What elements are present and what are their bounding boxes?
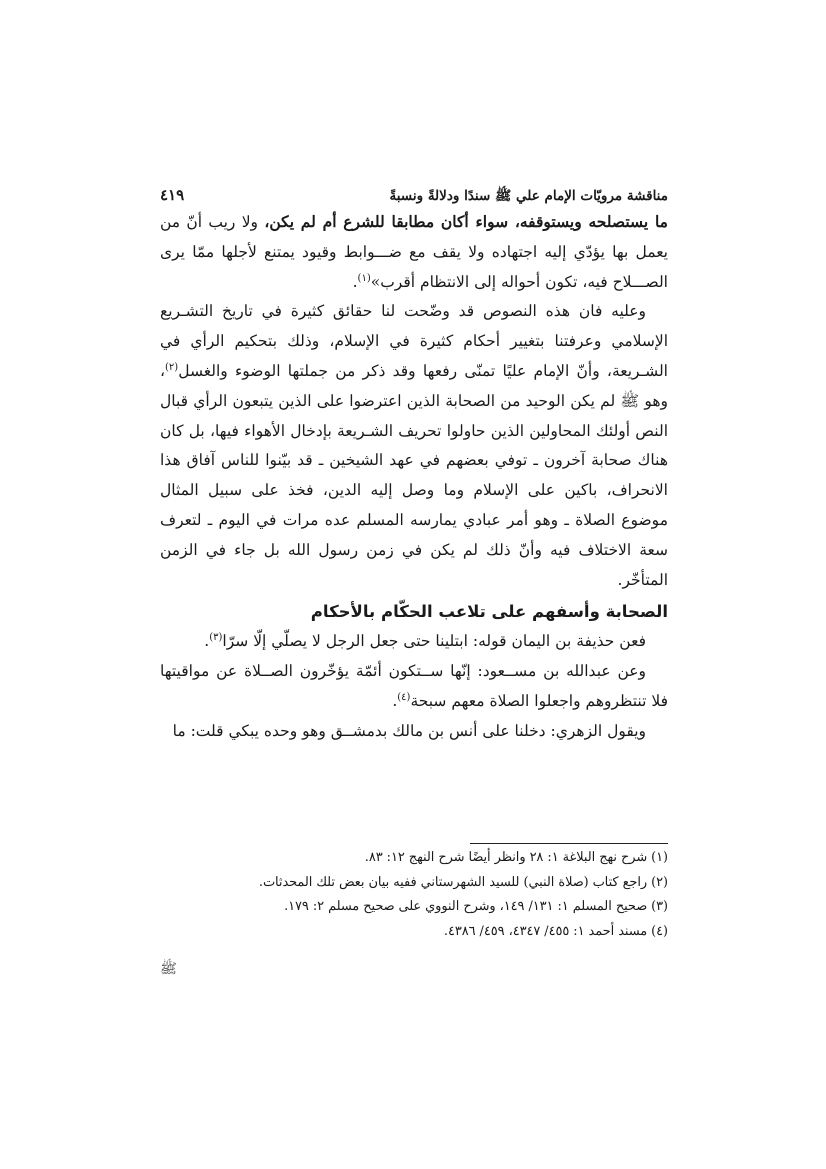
quote-ibn-masud-end: . xyxy=(392,691,398,710)
quote-zuhri-text: ويقول الزهري: دخلنا على أنس بن مالك بدمشــق وهو وحده يبكي قلت: ما xyxy=(172,721,646,740)
footnote-3: (٣) صحيح المسلم ١: ١٣١/ ١٤٩، وشرح النووي على صحيح مسلم ٢: ١٧٩. xyxy=(284,899,668,914)
section-heading: الصحابة وأسفهم على تلاعب الحكّام بالأحكام xyxy=(310,602,668,622)
corner-mark-icon: ﷺ xyxy=(160,961,177,977)
footnote-ref-3: (٣) xyxy=(209,632,223,644)
opening-paragraph xyxy=(160,207,668,297)
footnote-1: (١) شرح نهج البلاغة ١: ٢٨ وانظر أيضًا شرح النهج ١٢: ٨٣. xyxy=(364,850,668,865)
footnotes xyxy=(160,846,668,944)
quote-zuhri xyxy=(160,717,668,747)
paragraph-2-text-a: وعليه فان هذه النصوص قد وضّحت لنا حقائق كثيرة في تاريخ التشـريع الإسلامي وعرفتنا بتغيير أحكام كثيرة في الإسلام، وذلك بتحكيم الرأي في الشـريعة، وأنّ الإمام عليًا تمنّى رفعها وقد ذكر من جملتها الوضوء والغسل xyxy=(160,302,668,380)
quote-ibn-masud-text: وعن عبدالله بن مســعود: إنّها ســتكون أئمّة يؤخّرون الصــلاة عن مواقيتها فلا تنتظروهم واجعلوا الصلاة معهم سبحة xyxy=(160,662,668,710)
running-title: مناقشة مرويّات الإمام علي ﷺ سندًا ودلالةً ونسبةً xyxy=(389,188,668,204)
footnote-divider xyxy=(470,843,668,844)
page-header xyxy=(160,183,668,207)
footnote-4: (٤) مسند أحمد ١: ٤٥٥/ ٤٣٤٧، ٤٥٩/ ٤٣٨٦. xyxy=(443,923,668,939)
main-text xyxy=(160,207,668,747)
page-content xyxy=(160,183,668,747)
footnote-2: (٢) راجع كتاب (صلاة النبي) للسيد الشهرستاني ففيه بيان بعض تلك المحدثات. xyxy=(258,874,668,890)
opening-bold-text: ما يستصلحه ويستوقفه، سواء أكان مطابقا للشرع أم لم يكن، xyxy=(264,212,668,231)
quote-hudhayfa-end: . xyxy=(204,632,210,651)
page-number: ٤١٩ xyxy=(160,186,185,204)
paragraph-2-text-b: ، وهو ﷺ لم يكن الوحيد من الصحابة الذين اعترضوا على الذين يتبعون الرأي قبال النص أولئك المحاولين الذين حاولوا تحريف الشـريعة بإدخال الأهواء فيها، بل كان هناك صحابة آخرون ـ توفي بعضهم في عهد الشيخين ـ قد بيّنوا للناس آفاق هذا الانحراف، باكين على الإسلام وما وصل إليه الدين، فخذ على سبيل المثال موضوع الصلاة ـ وهو أمر عبادي يمارسه المسلم عده مرات في اليوم ـ لتعرف سعة الاختلاف فيه وأنّ ذلك لم يكن في زمن رسول الله بل جاء في الزمن المتأخّر. xyxy=(160,361,668,589)
footnote-ref-1: (١) xyxy=(357,272,371,284)
footnote-ref-2: (٢) xyxy=(165,361,179,373)
quote-hudhayfa-text: فعن حذيفة بن اليمان قوله: ابتلينا حتى جعل الرجل لا يصلّي إلّا سرّا xyxy=(222,632,646,651)
opening-end: . xyxy=(352,272,358,291)
opening-text: ولا ريب أنّ من يعمل بها يؤدّي إليه اجتهاده ولا يقف مع ضـــوابط وقيود يمتنع لأجلها ممّا يرى الصـــلاح فيه، تكون أحواله إلى الانتظام أقرب» xyxy=(160,213,668,291)
quote-hudhayfa xyxy=(160,627,668,657)
quote-ibn-masud xyxy=(160,657,668,717)
footnote-ref-4: (٤) xyxy=(397,691,411,703)
paragraph-2 xyxy=(160,297,668,595)
